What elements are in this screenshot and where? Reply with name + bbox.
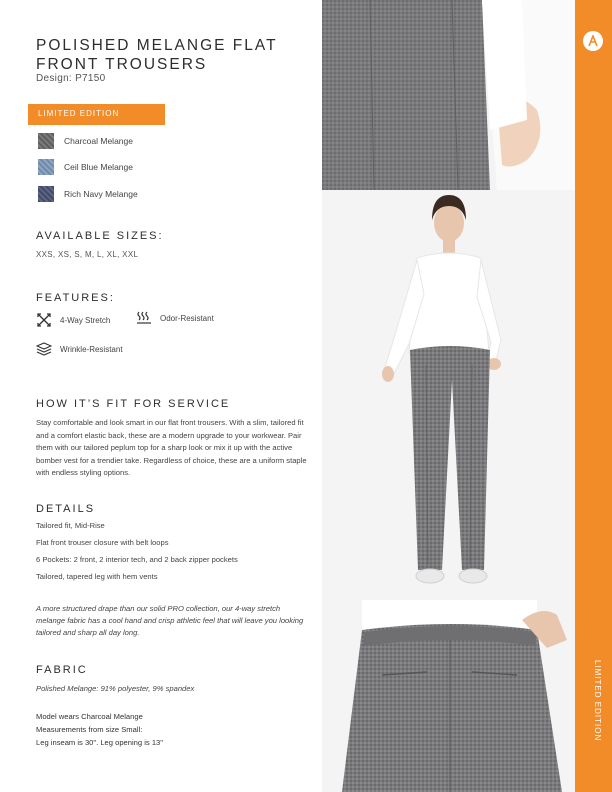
details-item: 6 Pockets: 2 front, 2 interior tech, and 2 back zipper pockets: [36, 555, 238, 564]
limited-edition-label: LIMITED EDITION: [38, 109, 120, 118]
navy-swatch: [38, 186, 54, 202]
features-heading: FEATURES:: [36, 292, 115, 304]
sizes-list: XXS, XS, S, M, L, XL, XXL: [36, 250, 139, 259]
product-title: [36, 36, 326, 74]
model-info-line: Leg inseam is 30". Leg opening is 13": [36, 738, 163, 747]
color-swatch-row: [38, 132, 133, 150]
swatch-label: Charcoal Melange: [64, 136, 133, 146]
brand-logo-icon: [587, 35, 599, 47]
details-item: Tailored fit, Mid-Rise: [36, 521, 105, 530]
stretch-arrows-icon: [36, 313, 52, 327]
circle-a-logo: [583, 31, 603, 51]
photo-full-body: [322, 190, 575, 600]
feature-item: [136, 311, 214, 325]
swatch-label: Rich Navy Melange: [64, 189, 138, 199]
feature-item: [36, 313, 110, 327]
sizes-heading: AVAILABLE SIZES:: [36, 230, 164, 242]
feature-label: Wrinkle-Resistant: [60, 344, 123, 354]
fabric-heading: FABRIC: [36, 664, 88, 676]
feature-item: [36, 342, 123, 356]
color-swatch-row: [38, 158, 133, 176]
fit-description: Stay comfortable and look smart in our flat front trousers. With a slim, tailored fit and a comfort elastic back, these are a modern upgrade to your workwear. Pair them with our tailored peplum top for a sharp look or mix it up with the active bomber vest for a trendier take. Regardless of choice, these are a uniform staple with endless styling options.: [36, 418, 307, 478]
odor-waves-icon: [136, 311, 152, 325]
side-strip-label: LIMITED EDITION: [593, 660, 602, 742]
details-heading: DETAILS: [36, 503, 96, 515]
color-swatch-row: [38, 185, 138, 203]
limited-edition-badge: [28, 104, 165, 125]
charcoal-swatch: [38, 133, 54, 149]
fit-heading: HOW IT’S FIT FOR SERVICE: [36, 398, 231, 410]
fabric-composition: Polished Melange: 91% polyester, 9% spandex: [36, 684, 195, 693]
drape-note: A more structured drape than our solid PRO collection, our 4-way stretch melange fabric has a cool hand and crisp athletic feel that will leave you looking tailored and sharp all day long.: [36, 604, 304, 637]
product-title-line-2: FRONT TROUSERS: [36, 56, 208, 73]
swatch-label: Ceil Blue Melange: [64, 162, 133, 172]
feature-label: 4-Way Stretch: [60, 315, 111, 325]
photo-back-detail: [322, 600, 575, 792]
fabric-stack-icon: [36, 342, 52, 356]
details-item: Tailored, tapered leg with hem vents: [36, 572, 158, 581]
product-title-line-1: POLISHED MELANGE FLAT: [36, 37, 278, 54]
model-info-line: Model wears Charcoal Melange: [36, 712, 143, 721]
feature-label: Odor-Resistant: [160, 313, 214, 323]
model-info-line: Measurements from size Small:: [36, 725, 143, 734]
design-number: Design: P7150: [36, 73, 106, 84]
ceil-blue-swatch: [38, 159, 54, 175]
model-info: [36, 711, 306, 750]
details-item: Flat front trouser closure with belt loops: [36, 538, 169, 547]
details-list: [36, 520, 308, 588]
photo-front-detail: [322, 0, 575, 190]
